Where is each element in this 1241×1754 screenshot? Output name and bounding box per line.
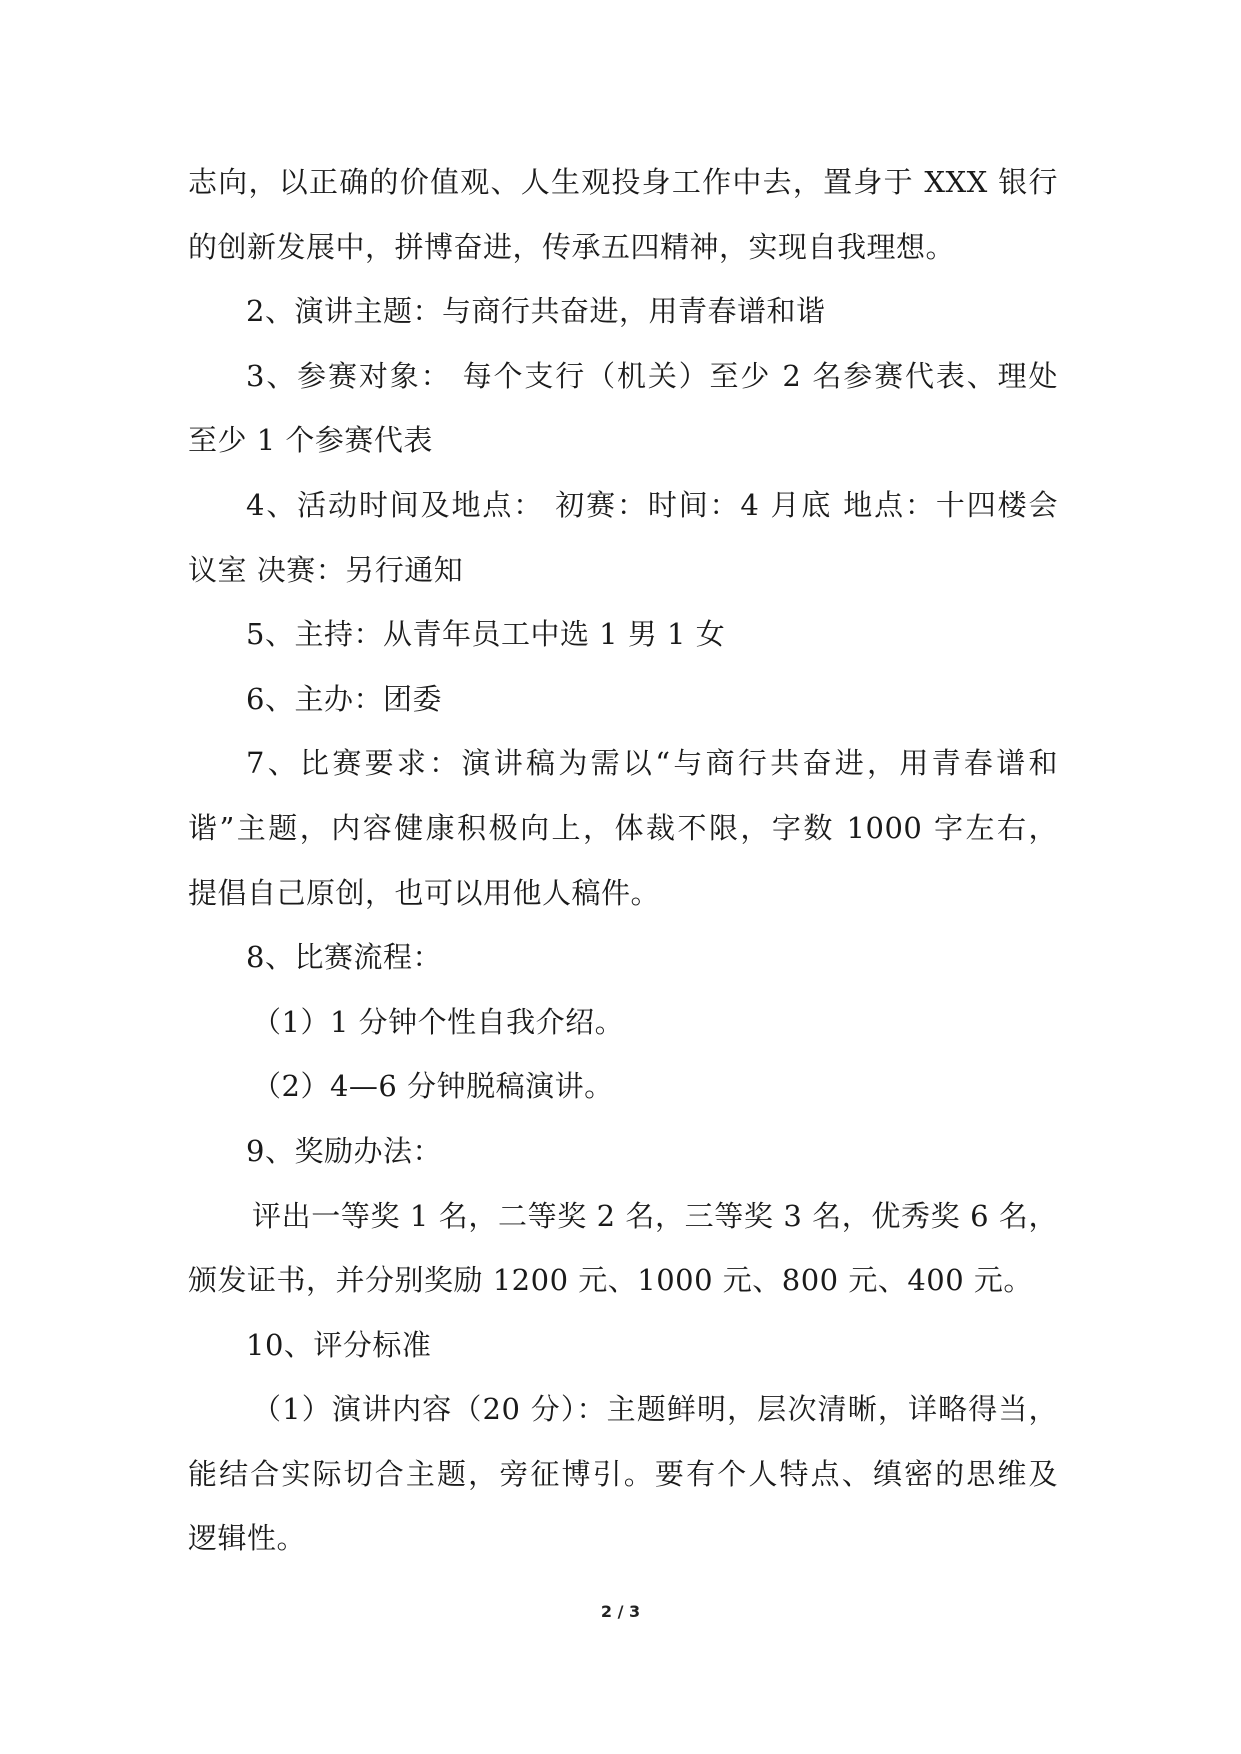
document-body: [188, 150, 1058, 1571]
text-line: 提倡自己原创，也可以用他人稿件。: [188, 875, 661, 910]
text-line: 颁发证书，并分别奖励 1200 元、1000 元、800 元、400 元。: [188, 1263, 1033, 1298]
text-line: 谐”主题，内容健康积极向上，体裁不限，字数 1000 字左右，: [188, 810, 1058, 845]
text-line: 9、奖励办法：: [246, 1133, 442, 1168]
text-line: 能结合实际切合主题，旁征博引。要有个人特点、缜密的思维及: [188, 1456, 1058, 1491]
text-line: 逻辑性。: [188, 1521, 307, 1556]
text-line: 7、比赛要求：演讲稿为需以“与商行共奋进，用青春谱和: [246, 746, 1058, 781]
text-line: 3、参赛对象： 每个支行（机关）至少 2 名参赛代表、理处: [246, 358, 1058, 393]
text-line: （1）演讲内容（20 分）：主题鲜明，层次清晰，详略得当，: [252, 1392, 1058, 1427]
text-line: （1）1 分钟个性自我介绍。: [252, 1004, 625, 1039]
text-line: 2、演讲主题：与商行共奋进，用青春谱和谐: [246, 294, 826, 329]
text-line: 议室 决赛：另行通知: [188, 552, 464, 587]
text-line: 的创新发展中，拼博奋进，传承五四精神，实现自我理想。: [188, 229, 956, 264]
text-line: 8、比赛流程：: [246, 940, 442, 975]
page-number: 2 / 3: [600, 1602, 641, 1621]
text-line: 至少 1 个参赛代表: [188, 423, 433, 458]
text-line: 评出一等奖 1 名，二等奖 2 名，三等奖 3 名，优秀奖 6 名，: [252, 1198, 1058, 1233]
text-line: 5、主持：从青年员工中选 1 男 1 女: [246, 617, 726, 652]
text-line: （2）4—6 分钟脱稿演讲。: [252, 1069, 614, 1104]
text-line: 志向，以正确的价值观、人生观投身工作中去，置身于 XXX 银行: [188, 165, 1058, 199]
text-line: 6、主办：团委: [246, 681, 442, 716]
text-line: 4、活动时间及地点： 初赛：时间：4 月底 地点：十四楼会: [246, 487, 1058, 522]
text-line: 10、评分标准: [246, 1327, 432, 1362]
